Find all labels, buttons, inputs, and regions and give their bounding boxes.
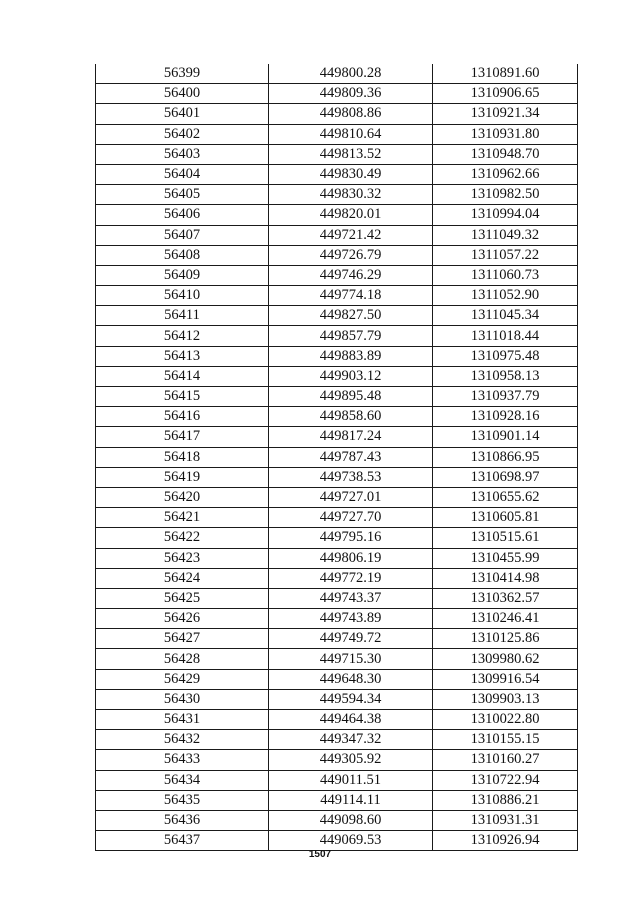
x-coordinate-cell: 449808.86 [269,104,433,124]
point-id-cell: 56421 [96,508,269,528]
table-row [96,306,578,326]
x-coordinate-cell: 449648.30 [269,669,433,689]
y-coordinate-cell: 1310958.13 [433,366,578,386]
point-id-cell: 56419 [96,467,269,487]
table-row [96,245,578,265]
point-id-cell: 56402 [96,124,269,144]
point-id-cell: 56430 [96,689,269,709]
table-row [96,730,578,750]
x-coordinate-cell: 449749.72 [269,629,433,649]
x-coordinate-cell: 449827.50 [269,306,433,326]
y-coordinate-cell: 1310414.98 [433,568,578,588]
table-row [96,326,578,346]
y-coordinate-cell: 1309980.62 [433,649,578,669]
y-coordinate-cell: 1310921.34 [433,104,578,124]
y-coordinate-cell: 1310362.57 [433,588,578,608]
y-coordinate-cell: 1310906.65 [433,84,578,104]
point-id-cell: 56404 [96,164,269,184]
table-row [96,467,578,487]
table-row [96,508,578,528]
x-coordinate-cell: 449721.42 [269,225,433,245]
point-id-cell: 56399 [96,64,269,84]
x-coordinate-cell: 449883.89 [269,346,433,366]
table-row [96,64,578,84]
table-row [96,387,578,407]
point-id-cell: 56436 [96,810,269,830]
point-id-cell: 56429 [96,669,269,689]
y-coordinate-cell: 1310975.48 [433,346,578,366]
y-coordinate-cell: 1310937.79 [433,387,578,407]
x-coordinate-cell: 449727.70 [269,508,433,528]
table-row [96,84,578,104]
table-row [96,427,578,447]
x-coordinate-cell: 449098.60 [269,810,433,830]
y-coordinate-cell: 1311045.34 [433,306,578,326]
point-id-cell: 56426 [96,609,269,629]
x-coordinate-cell: 449594.34 [269,689,433,709]
x-coordinate-cell: 449715.30 [269,649,433,669]
x-coordinate-cell: 449774.18 [269,286,433,306]
y-coordinate-cell: 1310901.14 [433,427,578,447]
y-coordinate-cell: 1311060.73 [433,265,578,285]
table-row [96,185,578,205]
point-id-cell: 56422 [96,528,269,548]
table-row [96,548,578,568]
table-row [96,588,578,608]
page-number: 1507 [308,849,332,860]
point-id-cell: 56417 [96,427,269,447]
point-id-cell: 56409 [96,265,269,285]
table-row [96,265,578,285]
x-coordinate-cell: 449743.89 [269,609,433,629]
y-coordinate-cell: 1310891.60 [433,64,578,84]
table-row [96,144,578,164]
y-coordinate-cell: 1310931.80 [433,124,578,144]
point-id-cell: 56420 [96,487,269,507]
x-coordinate-cell: 449817.24 [269,427,433,447]
x-coordinate-cell: 449746.29 [269,265,433,285]
coordinates-table [95,64,578,851]
point-id-cell: 56423 [96,548,269,568]
x-coordinate-cell: 449011.51 [269,770,433,790]
table-row [96,568,578,588]
y-coordinate-cell: 1310125.86 [433,629,578,649]
table-row [96,447,578,467]
x-coordinate-cell: 449806.19 [269,548,433,568]
y-coordinate-cell: 1310455.99 [433,548,578,568]
point-id-cell: 56412 [96,326,269,346]
table-row [96,770,578,790]
point-id-cell: 56403 [96,144,269,164]
y-coordinate-cell: 1311049.32 [433,225,578,245]
x-coordinate-cell: 449903.12 [269,366,433,386]
x-coordinate-cell: 449858.60 [269,407,433,427]
y-coordinate-cell: 1310722.94 [433,770,578,790]
point-id-cell: 56411 [96,306,269,326]
x-coordinate-cell: 449813.52 [269,144,433,164]
x-coordinate-cell: 449772.19 [269,568,433,588]
y-coordinate-cell: 1310160.27 [433,750,578,770]
table-row [96,124,578,144]
y-coordinate-cell: 1310928.16 [433,407,578,427]
y-coordinate-cell: 1310886.21 [433,790,578,810]
y-coordinate-cell: 1310698.97 [433,467,578,487]
table-row [96,831,578,851]
x-coordinate-cell: 449810.64 [269,124,433,144]
point-id-cell: 56418 [96,447,269,467]
table-row [96,609,578,629]
table-row [96,790,578,810]
point-id-cell: 56406 [96,205,269,225]
point-id-cell: 56401 [96,104,269,124]
y-coordinate-cell: 1310866.95 [433,447,578,467]
table-row [96,750,578,770]
x-coordinate-cell: 449727.01 [269,487,433,507]
y-coordinate-cell: 1309903.13 [433,689,578,709]
x-coordinate-cell: 449820.01 [269,205,433,225]
point-id-cell: 56435 [96,790,269,810]
table-row [96,629,578,649]
point-id-cell: 56432 [96,730,269,750]
point-id-cell: 56414 [96,366,269,386]
y-coordinate-cell: 1310931.31 [433,810,578,830]
y-coordinate-cell: 1310515.61 [433,528,578,548]
y-coordinate-cell: 1310155.15 [433,730,578,750]
y-coordinate-cell: 1310994.04 [433,205,578,225]
y-coordinate-cell: 1310982.50 [433,185,578,205]
table-row [96,669,578,689]
point-id-cell: 56410 [96,286,269,306]
table-row [96,225,578,245]
x-coordinate-cell: 449787.43 [269,447,433,467]
x-coordinate-cell: 449305.92 [269,750,433,770]
table-row [96,346,578,366]
x-coordinate-cell: 449743.37 [269,588,433,608]
table-row [96,689,578,709]
point-id-cell: 56413 [96,346,269,366]
x-coordinate-cell: 449738.53 [269,467,433,487]
point-id-cell: 56425 [96,588,269,608]
y-coordinate-cell: 1310948.70 [433,144,578,164]
table-row [96,487,578,507]
x-coordinate-cell: 449830.49 [269,164,433,184]
y-coordinate-cell: 1311018.44 [433,326,578,346]
point-id-cell: 56427 [96,629,269,649]
x-coordinate-cell: 449800.28 [269,64,433,84]
table-row [96,649,578,669]
x-coordinate-cell: 449830.32 [269,185,433,205]
point-id-cell: 56415 [96,387,269,407]
point-id-cell: 56434 [96,770,269,790]
table-row [96,205,578,225]
y-coordinate-cell: 1310246.41 [433,609,578,629]
point-id-cell: 56424 [96,568,269,588]
y-coordinate-cell: 1311052.90 [433,286,578,306]
point-id-cell: 56431 [96,710,269,730]
y-coordinate-cell: 1310605.81 [433,508,578,528]
table-row [96,528,578,548]
point-id-cell: 56407 [96,225,269,245]
x-coordinate-cell: 449114.11 [269,790,433,810]
y-coordinate-cell: 1311057.22 [433,245,578,265]
point-id-cell: 56433 [96,750,269,770]
point-id-cell: 56437 [96,831,269,851]
y-coordinate-cell: 1310926.94 [433,831,578,851]
y-coordinate-cell: 1310962.66 [433,164,578,184]
table-row [96,810,578,830]
x-coordinate-cell: 449069.53 [269,831,433,851]
table-row [96,407,578,427]
point-id-cell: 56416 [96,407,269,427]
table-row [96,104,578,124]
table-row [96,366,578,386]
point-id-cell: 56400 [96,84,269,104]
x-coordinate-cell: 449795.16 [269,528,433,548]
x-coordinate-cell: 449347.32 [269,730,433,750]
table-row [96,164,578,184]
y-coordinate-cell: 1310655.62 [433,487,578,507]
point-id-cell: 56428 [96,649,269,669]
point-id-cell: 56408 [96,245,269,265]
x-coordinate-cell: 449464.38 [269,710,433,730]
x-coordinate-cell: 449726.79 [269,245,433,265]
y-coordinate-cell: 1310022.80 [433,710,578,730]
table-row [96,710,578,730]
coordinates-table-body [96,64,578,851]
x-coordinate-cell: 449895.48 [269,387,433,407]
table-row [96,286,578,306]
x-coordinate-cell: 449809.36 [269,84,433,104]
x-coordinate-cell: 449857.79 [269,326,433,346]
point-id-cell: 56405 [96,185,269,205]
y-coordinate-cell: 1309916.54 [433,669,578,689]
